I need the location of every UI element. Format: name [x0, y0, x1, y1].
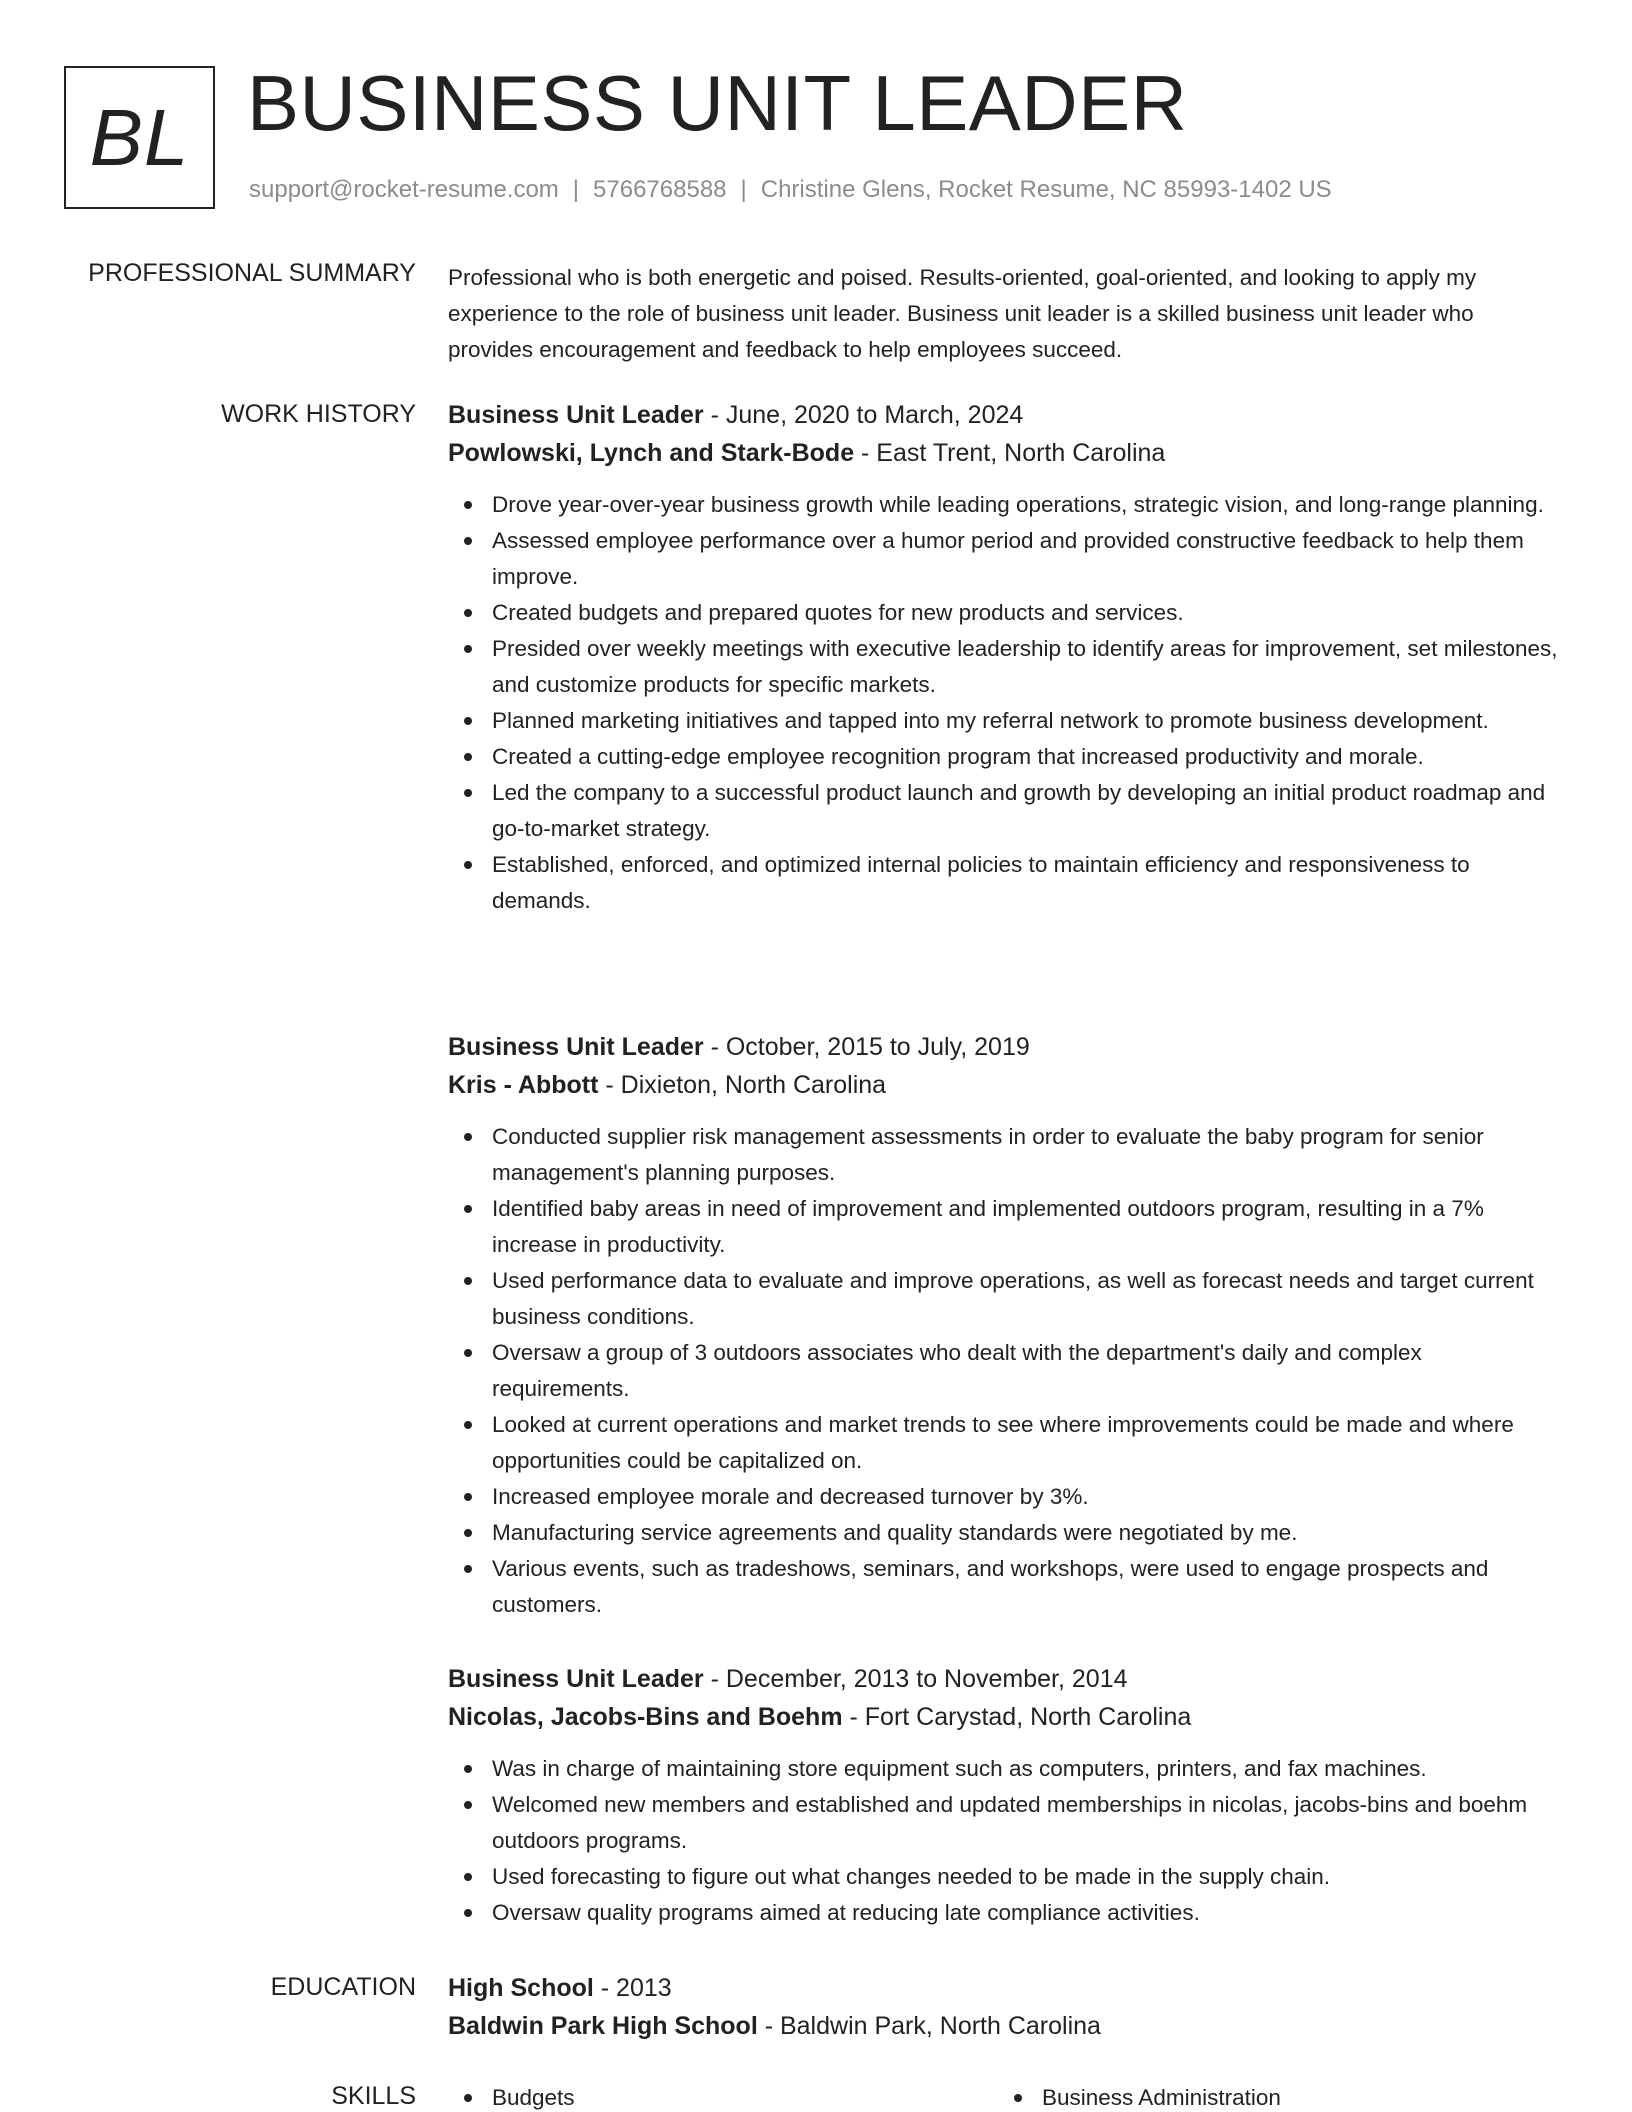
skills-column-right: [998, 2080, 1548, 2112]
education-year: - 2013: [593, 1974, 672, 2002]
list-item: Increased employee morale and decreased turnover by 3%.: [448, 1479, 1558, 1515]
list-item: Created budgets and prepared quotes for new products and services.: [448, 595, 1558, 631]
job-bullets: [448, 487, 1558, 919]
contact-phone: 5766768588: [593, 176, 727, 203]
job-company-line: [448, 434, 1558, 472]
page-title: BUSINESS UNIT LEADER: [247, 59, 1188, 147]
contact-separator: |: [572, 176, 580, 203]
job-title-line: [448, 1660, 1558, 1698]
job-entry: [448, 1660, 1558, 1931]
job-title: Business Unit Leader: [448, 401, 704, 429]
education-school-line: [448, 2007, 1558, 2045]
list-item: Manufacturing service agreements and quality standards were negotiated by me.: [448, 1515, 1558, 1551]
summary-text: Professional who is both energetic and poised. Results-oriented, goal-oriented, and looking to apply my experience to the role of business unit leader. Business unit leader is a skilled business unit leader who provides encouragement and feedback to help employees succeed.: [448, 265, 1477, 362]
list-item: Planned marketing initiatives and tapped into my referral network to promote business development.: [448, 703, 1558, 739]
job-company-line: [448, 1066, 1558, 1104]
section-heading: WORK HISTORY: [221, 400, 416, 428]
job-dates: - October, 2015 to July, 2019: [703, 1033, 1030, 1061]
job-company-line: [448, 1698, 1558, 1736]
education-school: Baldwin Park High School: [448, 2012, 758, 2040]
contact-separator: |: [740, 176, 747, 203]
job-company: Kris - Abbott: [448, 1071, 599, 1099]
education-degree: High School: [448, 1974, 594, 2002]
job-location: - Dixieton, North Carolina: [598, 1071, 887, 1099]
list-item: Conducted supplier risk management assessments in order to evaluate the baby program for senior management's planning purposes.: [448, 1119, 1558, 1191]
contact-line: [249, 176, 1332, 204]
list-item: Drove year-over-year business growth while leading operations, strategic vision, and long-range planning.: [448, 487, 1558, 523]
list-item: Welcomed new members and established and updated memberships in nicolas, jacobs-bins and boehm outdoors programs.: [448, 1787, 1558, 1859]
skill-item: Business Administration: [998, 2080, 1548, 2112]
list-item: Led the company to a successful product launch and growth by developing an initial product roadmap and go-to-market strategy.: [448, 775, 1558, 847]
list-item: Used forecasting to figure out what changes needed to be made in the supply chain.: [448, 1859, 1558, 1895]
skills-grid: [448, 2080, 1558, 2112]
job-dates: - December, 2013 to November, 2014: [703, 1665, 1128, 1693]
job-company: Powlowski, Lynch and Stark-Bode: [448, 439, 855, 467]
section-heading: PROFESSIONAL SUMMARY: [88, 259, 416, 287]
section-heading: SKILLS: [331, 2082, 416, 2110]
contact-address: Christine Glens, Rocket Resume, NC 85993-1402 US: [760, 176, 1332, 203]
education-degree-line: [448, 1969, 1558, 2007]
education-location: - Baldwin Park, North Carolina: [757, 2012, 1101, 2040]
job-location: - Fort Carystad, North Carolina: [842, 1703, 1192, 1731]
list-item: Assessed employee performance over a humor period and provided constructive feedback to help them improve.: [448, 523, 1558, 595]
job-title: Business Unit Leader: [448, 1033, 704, 1061]
list-item: Used performance data to evaluate and improve operations, as well as forecast needs and target current business conditions.: [448, 1263, 1558, 1335]
job-dates: - June, 2020 to March, 2024: [703, 401, 1024, 429]
list-item: Created a cutting-edge employee recognition program that increased productivity and morale.: [448, 739, 1558, 775]
list-item: Established, enforced, and optimized internal policies to maintain efficiency and responsiveness to demands.: [448, 847, 1558, 919]
list-item: Looked at current operations and market trends to see where improvements could be made and where opportunities could be capitalized on.: [448, 1407, 1558, 1479]
list-item: Was in charge of maintaining store equipment such as computers, printers, and fax machines.: [448, 1751, 1558, 1787]
list-item: Oversaw a group of 3 outdoors associates who dealt with the department's daily and complex requirements.: [448, 1335, 1558, 1407]
list-item: Presided over weekly meetings with executive leadership to identify areas for improvement, set milestones, and customize products for specific markets.: [448, 631, 1558, 703]
job-title-line: [448, 1028, 1558, 1066]
job-entry: [448, 1028, 1558, 1623]
section-heading: EDUCATION: [270, 1973, 416, 2001]
job-entry: [448, 396, 1558, 919]
skills-column-left: [448, 2080, 998, 2112]
list-item: Various events, such as tradeshows, seminars, and workshops, were used to engage prospects and customers.: [448, 1551, 1558, 1623]
job-bullets: [448, 1119, 1558, 1623]
list-item: Identified baby areas in need of improvement and implemented outdoors program, resulting in a 7% increase in productivity.: [448, 1191, 1558, 1263]
contact-email: support@rocket-resume.com: [249, 176, 559, 203]
list-item: Oversaw quality programs aimed at reducing late compliance activities.: [448, 1895, 1558, 1931]
job-title: Business Unit Leader: [448, 1665, 704, 1693]
job-title-line: [448, 396, 1558, 434]
monogram-logo: BL: [64, 66, 215, 209]
job-bullets: [448, 1751, 1558, 1931]
job-company: Nicolas, Jacobs-Bins and Boehm: [448, 1703, 843, 1731]
skill-item: Budgets: [448, 2080, 998, 2112]
job-location: - East Trent, North Carolina: [854, 439, 1166, 467]
